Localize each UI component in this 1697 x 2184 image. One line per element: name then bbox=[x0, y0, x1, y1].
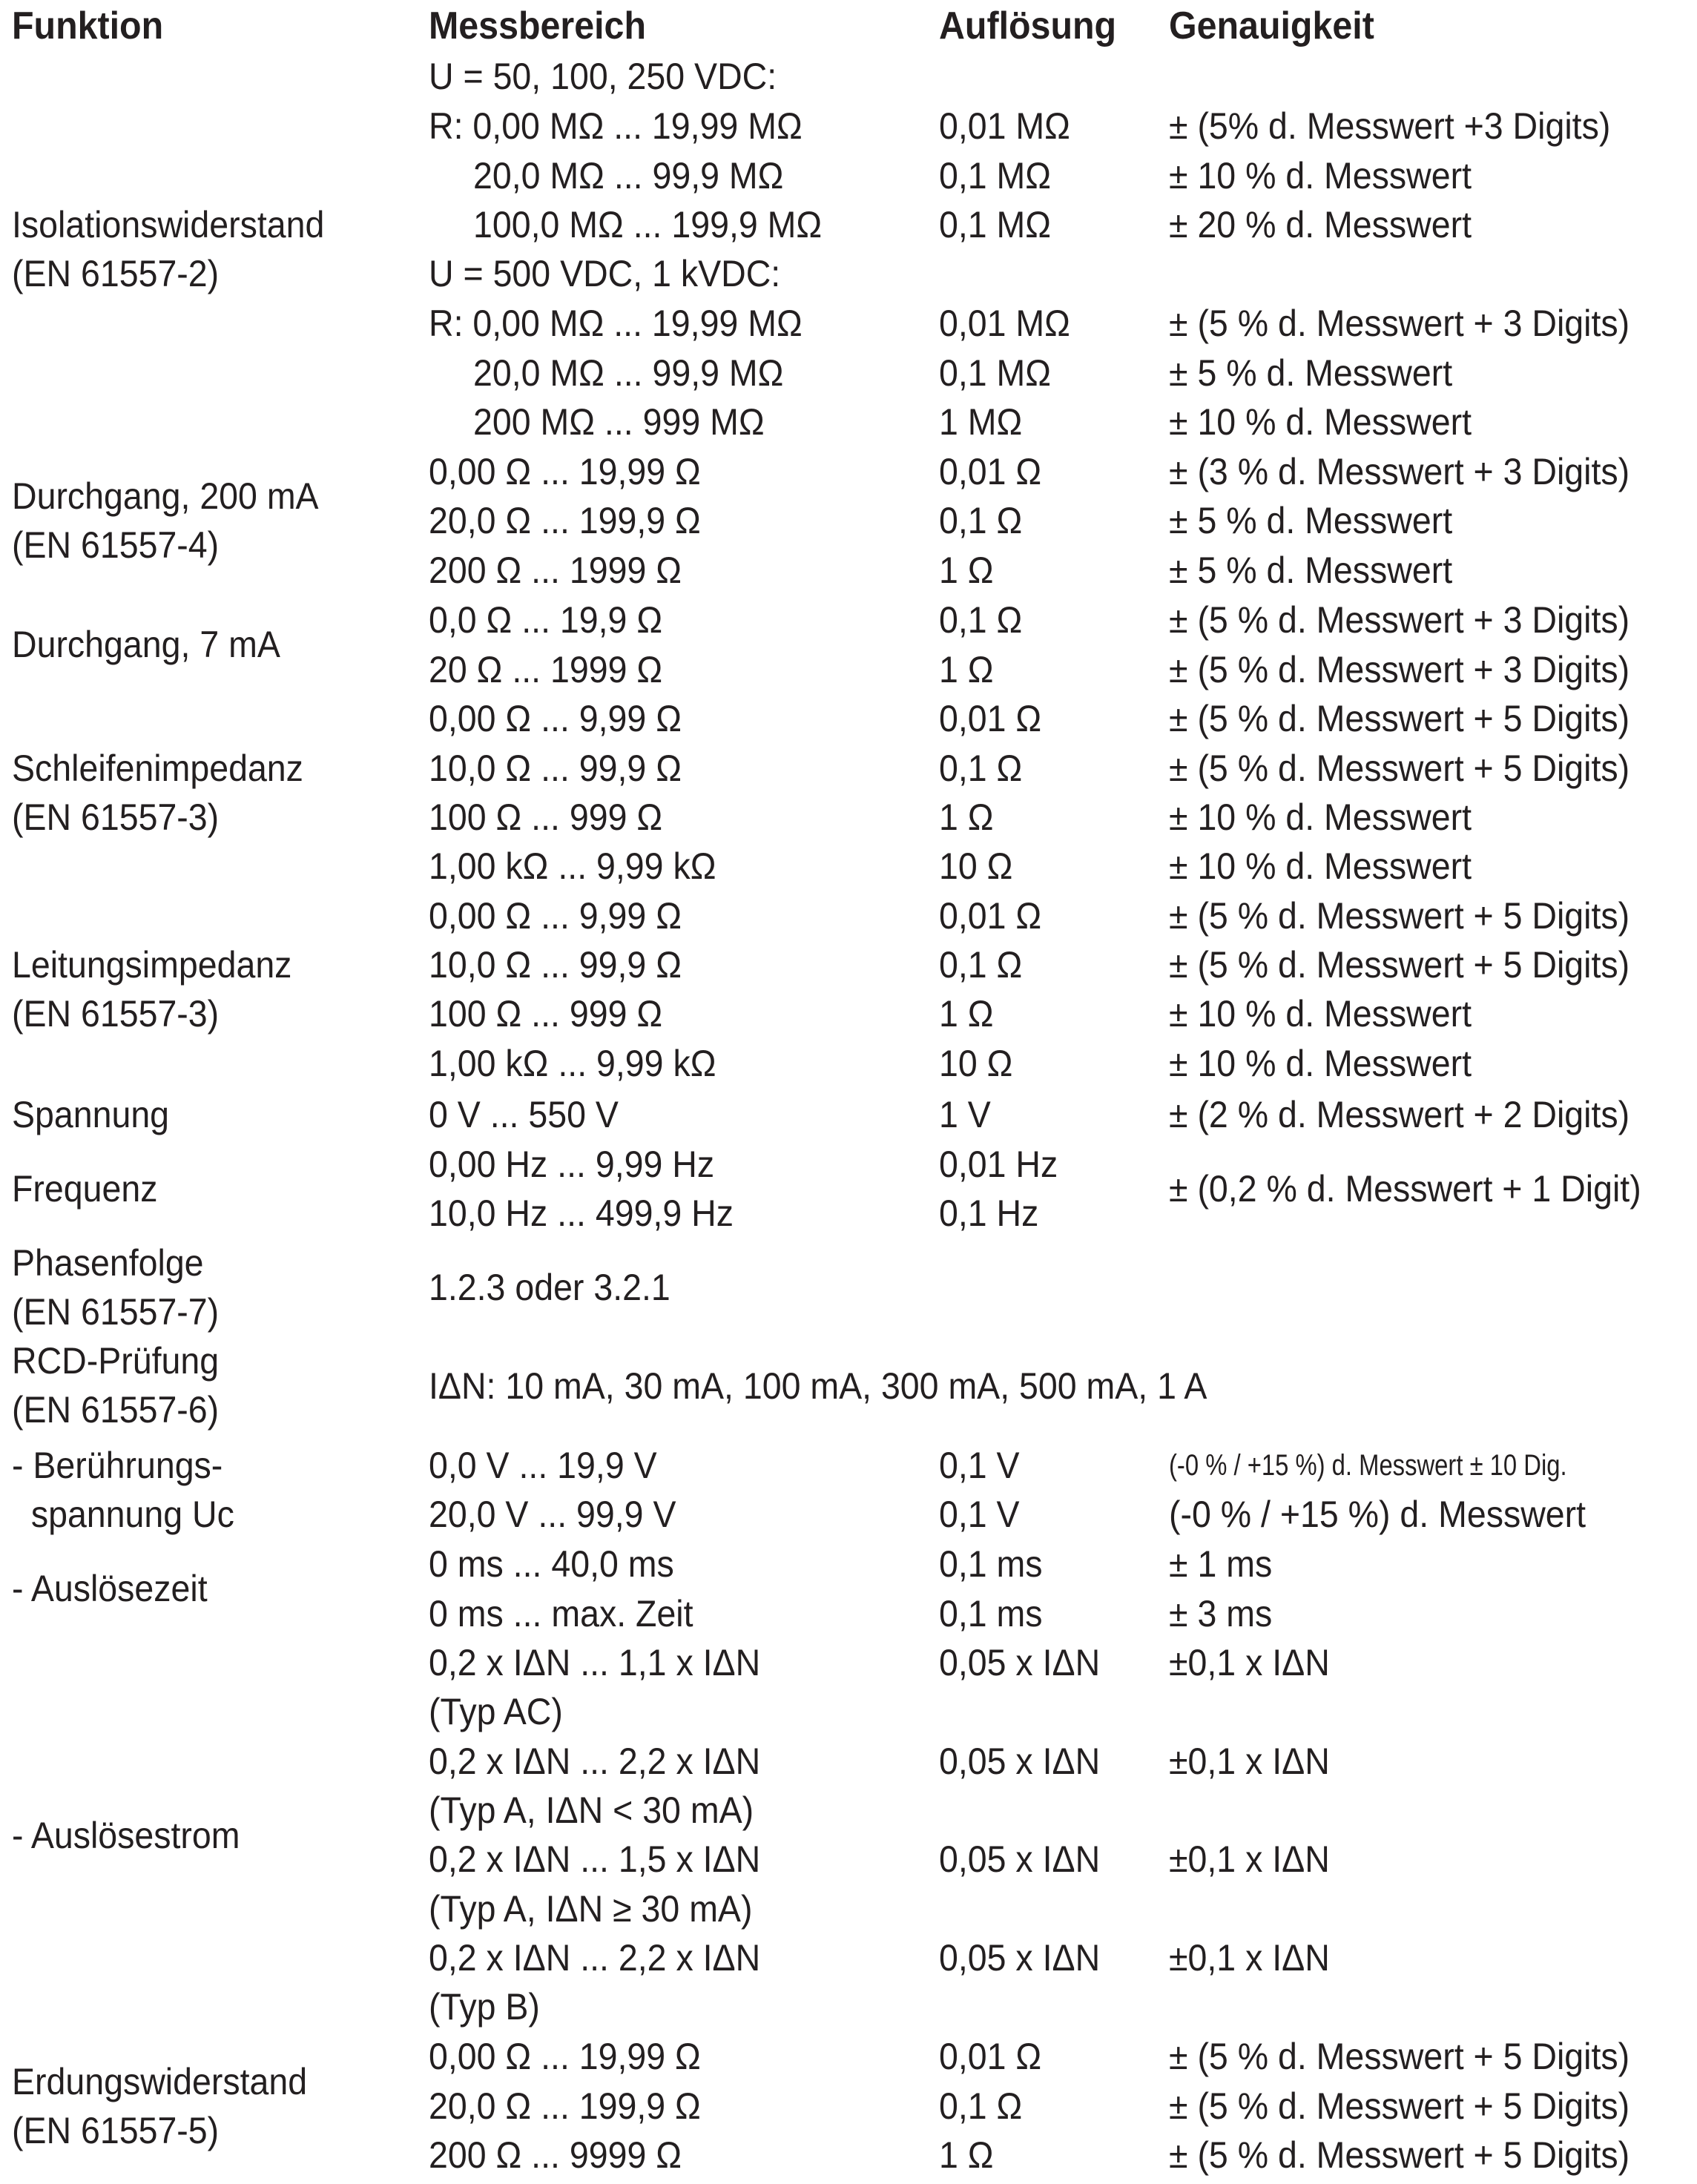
range-cell: 10,0 Ω ... 99,9 Ω bbox=[429, 944, 682, 986]
range-cell: 0,00 Ω ... 9,99 Ω bbox=[429, 895, 682, 937]
function-label: - Auslösezeit bbox=[12, 1568, 208, 1609]
resolution-cell: 0,1 V bbox=[939, 1445, 1020, 1486]
function-label: RCD-Prüfung bbox=[12, 1340, 220, 1382]
resolution-cell: 1 Ω bbox=[939, 550, 994, 591]
resolution-cell: 0,01 MΩ bbox=[939, 303, 1070, 344]
function-label: (EN 61557-3) bbox=[12, 993, 220, 1035]
function-label: Durchgang, 200 mA bbox=[12, 475, 319, 517]
resolution-cell: 10 Ω bbox=[939, 845, 1013, 887]
function-label: (EN 61557-5) bbox=[12, 2110, 220, 2151]
resolution-cell: 0,05 x IΔN bbox=[939, 1741, 1101, 1782]
range-cell: IΔN: 10 mA, 30 mA, 100 mA, 300 mA, 500 mA, 1 A bbox=[429, 1365, 1207, 1407]
range-cell: U = 500 VDC, 1 kVDC: bbox=[429, 253, 781, 294]
range-cell: 20,0 Ω ... 199,9 Ω bbox=[429, 2085, 701, 2127]
function-label: Leitungsimpedanz bbox=[12, 944, 292, 986]
accuracy-cell: ± (5 % d. Messwert + 5 Digits) bbox=[1169, 748, 1630, 789]
range-cell: 20,0 MΩ ... 99,9 MΩ bbox=[473, 352, 784, 394]
range-cell: 0,00 Ω ... 19,99 Ω bbox=[429, 451, 701, 492]
resolution-cell: 0,05 x IΔN bbox=[939, 1937, 1101, 1979]
resolution-cell: 0,1 Ω bbox=[939, 500, 1023, 541]
accuracy-cell: ± 3 ms bbox=[1169, 1593, 1273, 1634]
resolution-cell: 0,1 Hz bbox=[939, 1192, 1039, 1234]
range-cell: 200 Ω ... 1999 Ω bbox=[429, 550, 682, 591]
range-cell: R: 0,00 MΩ ... 19,99 MΩ bbox=[429, 303, 803, 344]
range-cell: 0,0 V ... 19,9 V bbox=[429, 1445, 657, 1486]
range-cell: 0 V ... 550 V bbox=[429, 1094, 619, 1135]
resolution-cell: 0,1 V bbox=[939, 1494, 1020, 1535]
accuracy-cell: ± 1 ms bbox=[1169, 1543, 1273, 1585]
range-cell: 0,0 Ω ... 19,9 Ω bbox=[429, 599, 663, 641]
range-cell: 20 Ω ... 1999 Ω bbox=[429, 649, 663, 690]
accuracy-cell: ± (3 % d. Messwert + 3 Digits) bbox=[1169, 451, 1630, 492]
accuracy-cell: ± 10 % d. Messwert bbox=[1169, 401, 1472, 443]
accuracy-cell: ± 5 % d. Messwert bbox=[1169, 352, 1453, 394]
function-label: - Auslösestrom bbox=[12, 1815, 240, 1856]
resolution-cell: 0,1 ms bbox=[939, 1593, 1043, 1634]
range-cell: 100 Ω ... 999 Ω bbox=[429, 993, 663, 1035]
resolution-cell: 1 MΩ bbox=[939, 401, 1023, 443]
range-cell: 0 ms ... 40,0 ms bbox=[429, 1543, 674, 1585]
accuracy-cell: (-0 % / +15 %) d. Messwert ± 10 Dig. bbox=[1169, 1449, 1567, 1482]
function-label: (EN 61557-2) bbox=[12, 253, 220, 294]
resolution-cell: 0,01 Ω bbox=[939, 451, 1042, 492]
resolution-cell: 0,1 MΩ bbox=[939, 204, 1052, 245]
resolution-cell: 0,01 Hz bbox=[939, 1144, 1058, 1185]
resolution-cell: 1 Ω bbox=[939, 993, 994, 1035]
function-label: - Berührungs- bbox=[12, 1445, 223, 1486]
range-cell: 0,00 Ω ... 19,99 Ω bbox=[429, 2036, 701, 2077]
range-cell: R: 0,00 MΩ ... 19,99 MΩ bbox=[429, 105, 803, 147]
range-cell: 0,2 x IΔN ... 1,5 x IΔN bbox=[429, 1838, 761, 1880]
range-cell: 100,0 MΩ ... 199,9 MΩ bbox=[473, 204, 823, 245]
range-note: (Typ A, IΔN < 30 mA) bbox=[429, 1789, 754, 1831]
header-accuracy: Genauigkeit bbox=[1169, 4, 1374, 47]
accuracy-cell: ± (5 % d. Messwert + 3 Digits) bbox=[1169, 649, 1630, 690]
range-cell: 200 Ω ... 9999 Ω bbox=[429, 2134, 682, 2176]
range-note: (Typ AC) bbox=[429, 1691, 563, 1732]
range-cell: 20,0 V ... 99,9 V bbox=[429, 1494, 676, 1535]
function-label: Durchgang, 7 mA bbox=[12, 624, 280, 665]
accuracy-cell: ± (5 % d. Messwert + 5 Digits) bbox=[1169, 2036, 1630, 2077]
range-cell: 0,00 Hz ... 9,99 Hz bbox=[429, 1144, 715, 1185]
accuracy-cell: ± (2 % d. Messwert + 2 Digits) bbox=[1169, 1094, 1630, 1135]
resolution-cell: 0,05 x IΔN bbox=[939, 1838, 1101, 1880]
accuracy-cell: ±0,1 x IΔN bbox=[1169, 1741, 1330, 1782]
resolution-cell: 10 Ω bbox=[939, 1043, 1013, 1084]
header-range: Messbereich bbox=[429, 4, 646, 47]
accuracy-cell: ±0,1 x IΔN bbox=[1169, 1642, 1330, 1683]
range-note: (Typ B) bbox=[429, 1986, 540, 2028]
function-label: Erdungswiderstand bbox=[12, 2061, 308, 2102]
range-cell: 1.2.3 oder 3.2.1 bbox=[429, 1267, 670, 1308]
accuracy-cell: (-0 % / +15 %) d. Messwert bbox=[1169, 1494, 1586, 1535]
resolution-cell: 1 Ω bbox=[939, 2134, 994, 2176]
range-cell: 0,2 x IΔN ... 1,1 x IΔN bbox=[429, 1642, 761, 1683]
function-label: (EN 61557-7) bbox=[12, 1291, 220, 1333]
range-cell: 10,0 Ω ... 99,9 Ω bbox=[429, 748, 682, 789]
range-cell: 10,0 Hz ... 499,9 Hz bbox=[429, 1192, 734, 1234]
resolution-cell: 1 V bbox=[939, 1094, 991, 1135]
accuracy-cell: ± (5 % d. Messwert + 5 Digits) bbox=[1169, 698, 1630, 739]
range-cell: 100 Ω ... 999 Ω bbox=[429, 796, 663, 838]
function-label: (EN 61557-4) bbox=[12, 524, 220, 566]
function-label: (EN 61557-3) bbox=[12, 796, 220, 838]
range-cell: 1,00 kΩ ... 9,99 kΩ bbox=[429, 845, 716, 887]
resolution-cell: 0,01 Ω bbox=[939, 698, 1042, 739]
accuracy-cell: ± 5 % d. Messwert bbox=[1169, 500, 1453, 541]
accuracy-cell: ± (5 % d. Messwert + 5 Digits) bbox=[1169, 895, 1630, 937]
function-label: Isolationswiderstand bbox=[12, 204, 325, 245]
resolution-cell: 0,05 x IΔN bbox=[939, 1642, 1101, 1683]
accuracy-cell: ± 10 % d. Messwert bbox=[1169, 993, 1472, 1035]
accuracy-cell: ± (0,2 % d. Messwert + 1 Digit) bbox=[1169, 1168, 1641, 1210]
range-cell: 1,00 kΩ ... 9,99 kΩ bbox=[429, 1043, 716, 1084]
resolution-cell: 0,1 Ω bbox=[939, 2085, 1023, 2127]
resolution-cell: 0,1 Ω bbox=[939, 599, 1023, 641]
resolution-cell: 0,01 Ω bbox=[939, 895, 1042, 937]
accuracy-cell: ± 10 % d. Messwert bbox=[1169, 1043, 1472, 1084]
function-label: Schleifenimpedanz bbox=[12, 748, 303, 789]
function-label: Spannung bbox=[12, 1094, 170, 1135]
function-label: (EN 61557-6) bbox=[12, 1389, 220, 1431]
range-cell: U = 50, 100, 250 VDC: bbox=[429, 56, 777, 97]
accuracy-cell: ± (5 % d. Messwert + 5 Digits) bbox=[1169, 944, 1630, 986]
function-label: spannung Uc bbox=[12, 1494, 234, 1535]
range-cell: 0,2 x IΔN ... 2,2 x IΔN bbox=[429, 1741, 761, 1782]
accuracy-cell: ± (5 % d. Messwert + 3 Digits) bbox=[1169, 303, 1630, 344]
range-cell: 0 ms ... max. Zeit bbox=[429, 1593, 693, 1634]
resolution-cell: 0,1 ms bbox=[939, 1543, 1043, 1585]
accuracy-cell: ± (5 % d. Messwert + 3 Digits) bbox=[1169, 599, 1630, 641]
resolution-cell: 1 Ω bbox=[939, 796, 994, 838]
range-cell: 0,00 Ω ... 9,99 Ω bbox=[429, 698, 682, 739]
range-cell: 20,0 Ω ... 199,9 Ω bbox=[429, 500, 701, 541]
accuracy-cell: ± (5 % d. Messwert + 5 Digits) bbox=[1169, 2085, 1630, 2127]
range-cell: 0,2 x IΔN ... 2,2 x IΔN bbox=[429, 1937, 761, 1979]
accuracy-cell: ±0,1 x IΔN bbox=[1169, 1937, 1330, 1979]
header-function: Funktion bbox=[12, 4, 164, 47]
accuracy-cell: ±0,1 x IΔN bbox=[1169, 1838, 1330, 1880]
resolution-cell: 0,1 MΩ bbox=[939, 155, 1052, 197]
accuracy-cell: ± 10 % d. Messwert bbox=[1169, 796, 1472, 838]
range-note: (Typ A, IΔN ≥ 30 mA) bbox=[429, 1888, 753, 1930]
accuracy-cell: ± 5 % d. Messwert bbox=[1169, 550, 1453, 591]
accuracy-cell: ± 10 % d. Messwert bbox=[1169, 155, 1472, 197]
resolution-cell: 1 Ω bbox=[939, 649, 994, 690]
function-label: Phasenfolge bbox=[12, 1242, 204, 1284]
accuracy-cell: ± (5% d. Messwert +3 Digits) bbox=[1169, 105, 1611, 147]
function-label: Frequenz bbox=[12, 1168, 158, 1210]
resolution-cell: 0,1 Ω bbox=[939, 748, 1023, 789]
range-cell: 20,0 MΩ ... 99,9 MΩ bbox=[473, 155, 784, 197]
resolution-cell: 0,1 Ω bbox=[939, 944, 1023, 986]
resolution-cell: 0,1 MΩ bbox=[939, 352, 1052, 394]
header-resolution: Auflösung bbox=[939, 4, 1117, 47]
accuracy-cell: ± (5 % d. Messwert + 5 Digits) bbox=[1169, 2134, 1630, 2176]
range-cell: 200 MΩ ... 999 MΩ bbox=[473, 401, 765, 443]
accuracy-cell: ± 10 % d. Messwert bbox=[1169, 845, 1472, 887]
resolution-cell: 0,01 Ω bbox=[939, 2036, 1042, 2077]
accuracy-cell: ± 20 % d. Messwert bbox=[1169, 204, 1472, 245]
resolution-cell: 0,01 MΩ bbox=[939, 105, 1070, 147]
